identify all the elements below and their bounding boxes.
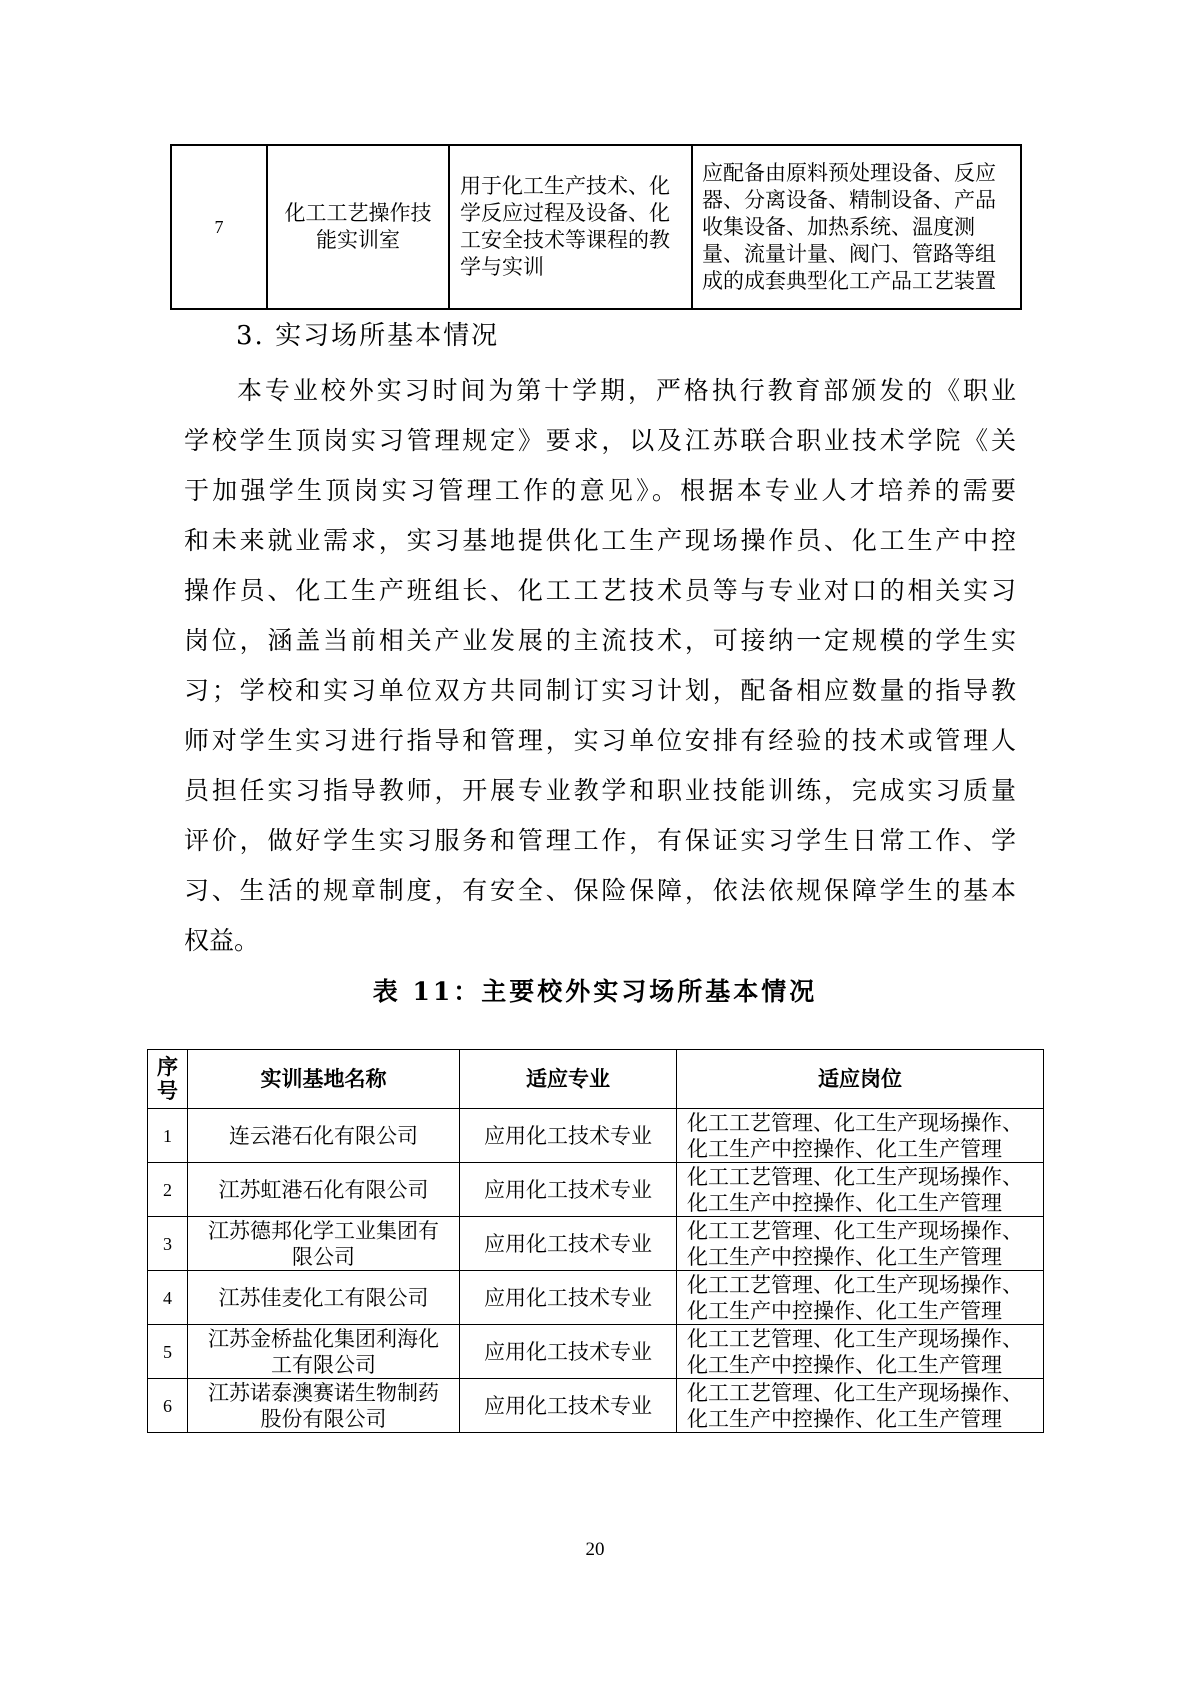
cell-number: 4 xyxy=(148,1271,188,1325)
cell-posts: 化工工艺管理、化工生产现场操作、化工生产中控操作、化工生产管理 xyxy=(677,1109,1044,1163)
cell-major: 应用化工技术专业 xyxy=(460,1325,677,1379)
paragraph-line: 岗位，涵盖当前相关产业发展的主流技术，可接纳一定规模的学生实 xyxy=(184,626,1016,655)
table-caption: 表 11：主要校外实习场所基本情况 xyxy=(372,977,818,1006)
section-heading: 3. 实习场所基本情况 xyxy=(236,321,500,351)
paragraph-line: 习；学校和实习单位双方共同制订实习计划，配备相应数量的指导教 xyxy=(184,676,1016,705)
header-base-name: 实训基地名称 xyxy=(188,1050,460,1109)
header-major: 适应专业 xyxy=(460,1050,677,1109)
cell-base-name: 江苏佳麦化工有限公司 xyxy=(188,1271,460,1325)
table-row xyxy=(148,1109,1044,1163)
table-row xyxy=(148,1271,1044,1325)
paragraph-line: 于加强学生顶岗实习管理工作的意见》。根据本专业人才培养的需要 xyxy=(184,476,1016,505)
cell-base-name: 江苏金桥盐化集团利海化工有限公司 xyxy=(188,1325,460,1379)
paragraph-line: 学校学生顶岗实习管理规定》要求，以及江苏联合职业技术学院《关 xyxy=(184,426,1016,455)
table-row xyxy=(148,1325,1044,1379)
paragraph-line: 操作员、化工生产班组长、化工工艺技术员等与专业对口的相关实习 xyxy=(184,576,1016,605)
header-posts: 适应岗位 xyxy=(677,1050,1044,1109)
table-row xyxy=(148,1217,1044,1271)
training-room-name: 化工工艺操作技能实训室 xyxy=(267,145,449,309)
cell-major: 应用化工技术专业 xyxy=(460,1379,677,1433)
cell-posts: 化工工艺管理、化工生产现场操作、化工生产中控操作、化工生产管理 xyxy=(677,1325,1044,1379)
table-row xyxy=(171,145,1021,309)
paragraph-line: 习、生活的规章制度，有安全、保险保障，依法依规保障学生的基本 xyxy=(184,876,1016,905)
cell-base-name: 江苏德邦化学工业集团有限公司 xyxy=(188,1217,460,1271)
internship-sites-table xyxy=(147,1049,1044,1433)
cell-number: 6 xyxy=(148,1379,188,1433)
cell-posts: 化工工艺管理、化工生产现场操作、化工生产中控操作、化工生产管理 xyxy=(677,1271,1044,1325)
table-row xyxy=(148,1163,1044,1217)
table-header-row xyxy=(148,1050,1044,1109)
cell-posts: 化工工艺管理、化工生产现场操作、化工生产中控操作、化工生产管理 xyxy=(677,1217,1044,1271)
paragraph-line: 权益。 xyxy=(184,926,260,955)
cell-major: 应用化工技术专业 xyxy=(460,1271,677,1325)
cell-major: 应用化工技术专业 xyxy=(460,1217,677,1271)
cell-base-name: 江苏虹港石化有限公司 xyxy=(188,1163,460,1217)
training-room-equipment: 应配备由原料预处理设备、反应器、分离设备、精制设备、产品收集设备、加热系统、温度测量、流量计量、阀门、管路等组成的成套典型化工产品工艺装置 xyxy=(692,145,1021,309)
cell-number: 1 xyxy=(148,1109,188,1163)
cell-base-name: 江苏诺泰澳赛诺生物制药股份有限公司 xyxy=(188,1379,460,1433)
paragraph-line: 和未来就业需求，实习基地提供化工生产现场操作员、化工生产中控 xyxy=(184,526,1016,555)
cell-major: 应用化工技术专业 xyxy=(460,1163,677,1217)
cell-posts: 化工工艺管理、化工生产现场操作、化工生产中控操作、化工生产管理 xyxy=(677,1163,1044,1217)
cell-number: 3 xyxy=(148,1217,188,1271)
paragraph-line: 师对学生实习进行指导和管理，实习单位安排有经验的技术或管理人 xyxy=(184,726,1016,755)
page-number: 20 xyxy=(585,1539,605,1560)
header-number: 序号 xyxy=(148,1050,188,1109)
row-number: 7 xyxy=(171,145,267,309)
training-room-use: 用于化工生产技术、化学反应过程及设备、化工安全技术等课程的教学与实训 xyxy=(449,145,692,309)
paragraph-line: 本专业校外实习时间为第十学期，严格执行教育部颁发的《职业 xyxy=(237,376,1016,405)
cell-base-name: 连云港石化有限公司 xyxy=(188,1109,460,1163)
cell-number: 5 xyxy=(148,1325,188,1379)
equipment-table-continuation xyxy=(170,144,1022,310)
table-row xyxy=(148,1379,1044,1433)
paragraph-line: 员担任实习指导教师，开展专业教学和职业技能训练，完成实习质量 xyxy=(184,776,1016,805)
cell-major: 应用化工技术专业 xyxy=(460,1109,677,1163)
cell-number: 2 xyxy=(148,1163,188,1217)
body-paragraph xyxy=(184,366,1016,966)
cell-posts: 化工工艺管理、化工生产现场操作、化工生产中控操作、化工生产管理 xyxy=(677,1379,1044,1433)
paragraph-line: 评价，做好学生实习服务和管理工作，有保证实习学生日常工作、学 xyxy=(184,826,1016,855)
